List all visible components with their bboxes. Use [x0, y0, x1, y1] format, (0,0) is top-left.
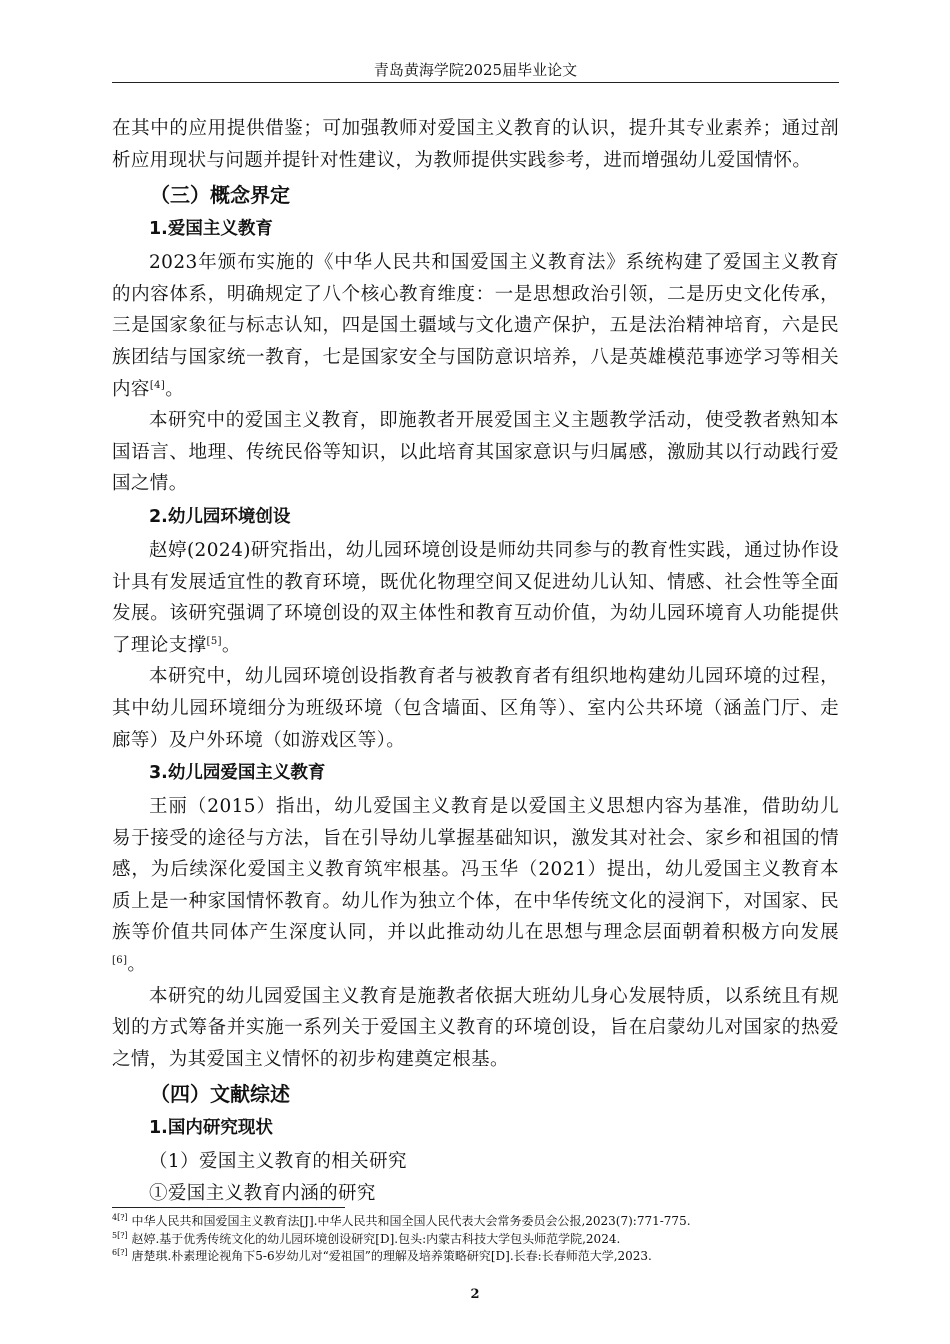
page-header: 青岛黄海学院2025届毕业论文	[112, 58, 839, 83]
paragraph-3a-end: 。	[127, 954, 147, 976]
section-heading-concepts: （三）概念界定	[150, 183, 290, 208]
subheading-environment-creation: 2.幼儿园环境创设	[149, 506, 291, 527]
footnotes	[112, 1213, 839, 1266]
footnote-mark: 6[?]	[112, 1248, 128, 1257]
paragraph-1a	[112, 247, 839, 405]
page-number: 2	[470, 1287, 480, 1302]
footnote-divider	[112, 1207, 345, 1208]
citation-5: [5]	[206, 635, 222, 647]
intro-paragraph: 在其中的应用提供借鉴；可加强教师对爱国主义教育的认识，提升其专业素养；通过剖析应用现状与问题并提针对性建议，为教师提供实践参考，进而增强幼儿爱国情怀。	[112, 118, 839, 171]
footnote	[112, 1213, 839, 1231]
paragraph-2a-end: 。	[221, 634, 241, 656]
paragraph-2b: 本研究中，幼儿园环境创设指教育者与被教育者有组织地构建幼儿园环境的过程，其中幼儿园环境细分为班级环境（包含墙面、区角等）、室内公共环境（涵盖门厅、走廊等）及户外环境（如游戏区等）。	[112, 666, 839, 751]
subheading-kindergarten-patriotic: 3.幼儿园爱国主义教育	[149, 763, 326, 784]
footnote-text: 唐楚琪.朴素理论视角下5-6岁幼儿对“爱祖国”的理解及培养策略研究[D].长春:长春师范大学,2023.	[131, 1249, 652, 1263]
citation-4: [4]	[149, 379, 166, 391]
footnote-mark: 5[?]	[112, 1230, 128, 1240]
paragraph-2a-text: 赵婷(2024)研究指出，幼儿园环境创设是师幼共同参与的教育性实践，通过协作设计具有发展适宜性的教育环境，既优化物理空间又促进幼儿认知、情感、社会性等全面发展。该研究强调了环境创设的双主体性和教育互动价值，为幼儿园环境育人功能提供了理论支撑	[112, 539, 839, 656]
paragraph-3a	[112, 791, 839, 981]
paragraph-1a-text: 2023年颁布实施的《中华人民共和国爱国主义教育法》系统构建了爱国主义教育的内容体系，明确规定了八个核心教育维度：一是思想政治引领，二是历史文化传承，三是国家象征与标志认知，四是国土疆域与文化遗产保护，五是法治精神培育，六是民族团结与国家统一教育，七是国家安全与国防意识培养，八是英雄模范事迹学习等相关内容	[112, 252, 839, 400]
paragraph-1b: 本研究中的爱国主义教育，即施教者开展爱国主义主题教学活动，使受教者熟知本国语言、地理、传统民俗等知识，以此培育其国家意识与归属感，激励其以行动践行爱国之情。	[112, 410, 839, 495]
subheading-patriotic-education: 1.爱国主义教育	[149, 219, 273, 240]
footnote-text: 中华人民共和国爱国主义教育法[J].中华人民共和国全国人民代表大会常务委员会公报,2023(7):771-775.	[131, 1214, 691, 1228]
footnote	[112, 1231, 839, 1249]
footnote-mark: 4[?]	[112, 1213, 128, 1222]
paragraph-3a-text: 王丽（2015）指出，幼儿爱国主义教育是以爱国主义思想内容为基准，借助幼儿易于接受的途径与方法，旨在引导幼儿掌握基础知识，激发其对社会、家乡和祖国的情感，为后续深化爱国主义教育筑牢根基。冯玉华（2021）提出，幼儿爱国主义教育本质上是一种家国情怀教育。幼儿作为独立个体，在中华传统文化的浸润下，对国家、民族等价值共同体产生深度认同，并以此推动幼儿在思想与理念层面朝着积极方向发展	[112, 796, 839, 944]
section-heading-literature-review: （四）文献综述	[150, 1082, 290, 1107]
footnote-text: 赵婷.基于优秀传统文化的幼儿园环境创设研究[D].包头:内蒙古科技大学包头师范学院,2024.	[131, 1231, 621, 1246]
subheading-domestic-research: 1.国内研究现状	[149, 1118, 273, 1139]
paragraph-1a-end: 。	[165, 378, 185, 400]
page-body	[112, 113, 839, 1210]
sub-item-1: （1）爱国主义教育的相关研究	[149, 1151, 407, 1173]
paragraph-3b: 本研究的幼儿园爱国主义教育是施教者依据大班幼儿身心发展特质，以系统且有规划的方式筹备并实施一系列关于爱国主义教育的环境创设，旨在启蒙幼儿对国家的热爱之情，为其爱国主义情怀的初步构建奠定根基。	[112, 985, 839, 1070]
paragraph-2a	[112, 535, 839, 661]
citation-6: [6]	[112, 954, 128, 966]
sub-item-2: ①爱国主义教育内涵的研究	[149, 1183, 376, 1205]
footnote	[112, 1248, 839, 1266]
